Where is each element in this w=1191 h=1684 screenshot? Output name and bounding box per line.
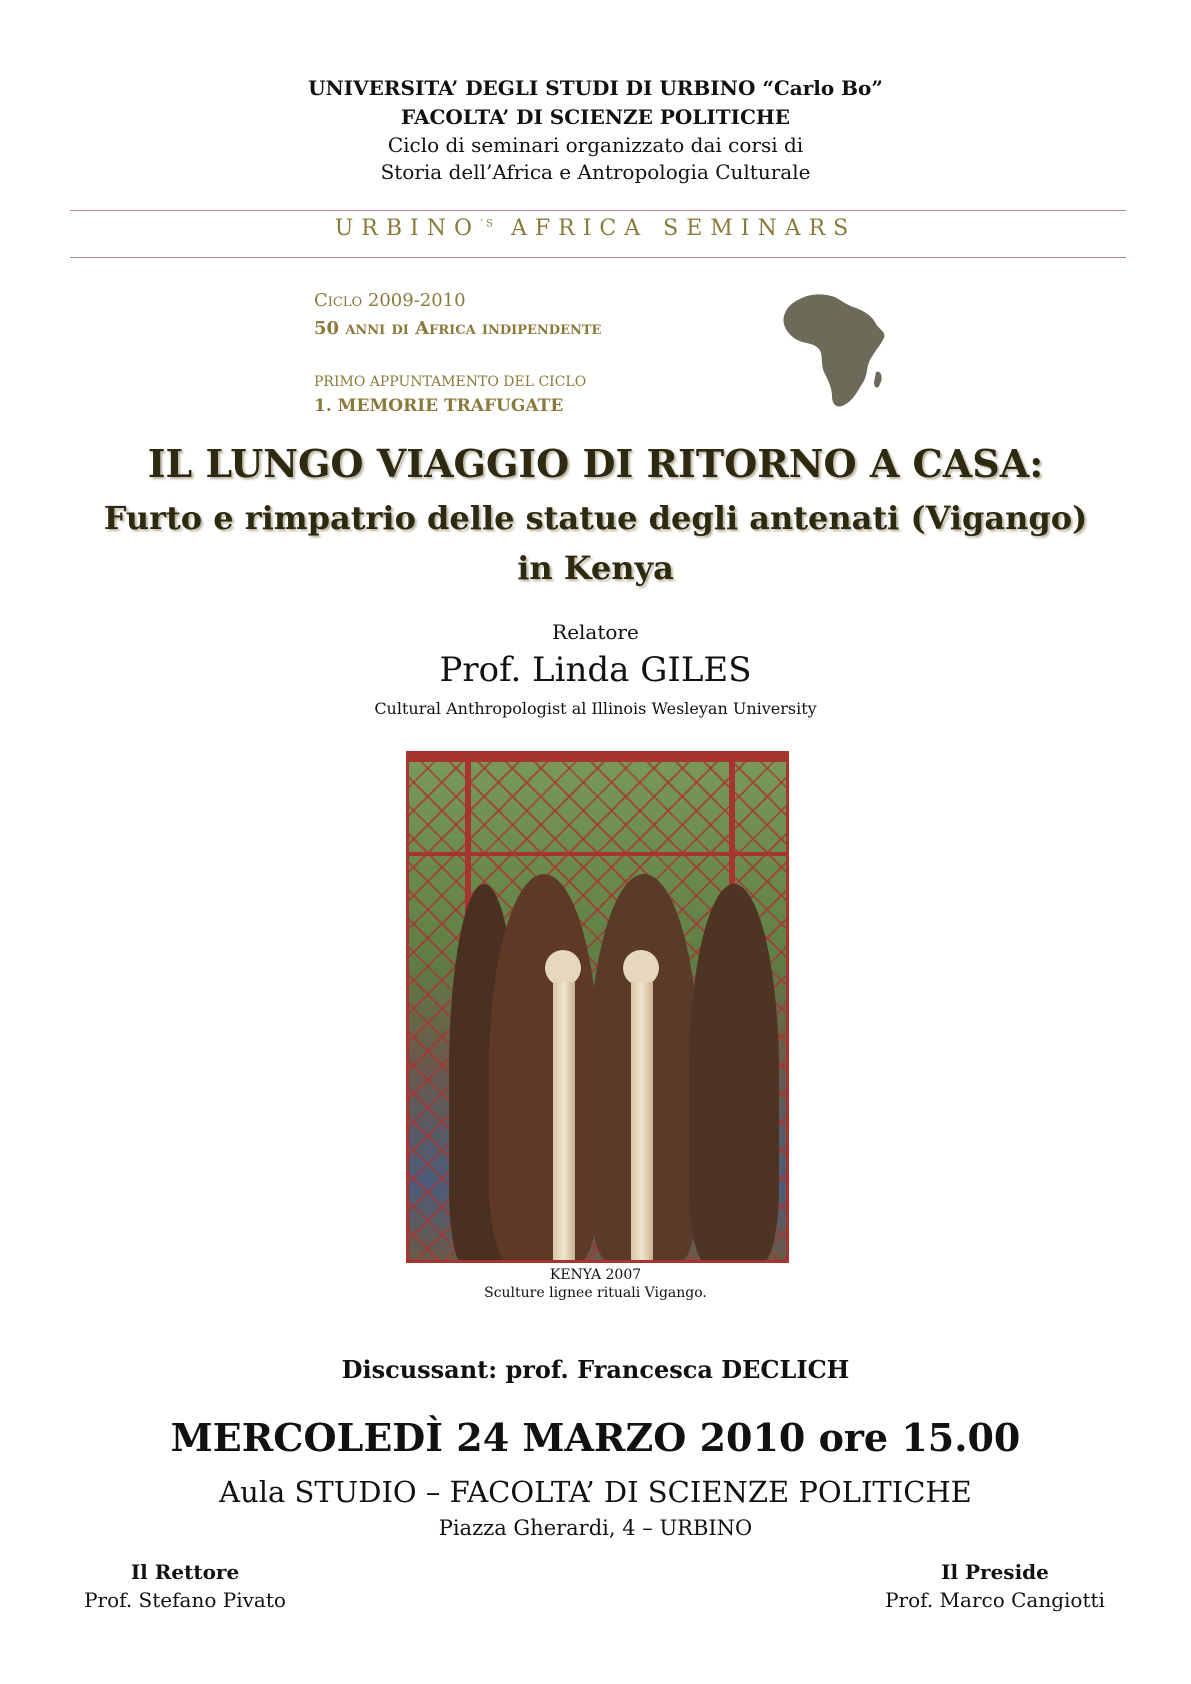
preside-name: Prof. Marco Cangiotti xyxy=(885,1588,1105,1612)
cycle-label: Ciclo 2009-2010 xyxy=(314,290,466,311)
university-name: UNIVERSITA’ DEGLI STUDI DI URBINO “Carlo Bo” xyxy=(308,76,883,100)
event-venue: Aula STUDIO – FACOLTA’ DI SCIENZE POLITICHE xyxy=(219,1475,972,1509)
vigango-photo xyxy=(406,751,789,1263)
cycle-theme: 50 anni di Africa indipendente xyxy=(314,318,602,339)
bottom-rule xyxy=(70,257,1126,258)
signature-preside xyxy=(880,1558,1110,1614)
header-line-3: Ciclo di seminari organizzato dai corsi di xyxy=(387,133,804,157)
cycle-appointment: PRIMO APPUNTAMENTO DEL CICLO xyxy=(314,374,587,390)
event-title-line1: IL LUNGO VIAGGIO DI RITORNO A CASA: xyxy=(147,441,1044,486)
cycle-session: 1. MEMORIE TRAFUGATE xyxy=(314,396,564,416)
photo-caption-line1: KENYA 2007 xyxy=(549,1267,642,1283)
photo-caption-line2: Sculture lignee rituali Vigango. xyxy=(484,1285,707,1301)
event-title-line3: in Kenya xyxy=(517,549,674,587)
discussant: Discussant: prof. Francesca DECLICH xyxy=(341,1355,850,1384)
signature-rettore xyxy=(70,1558,300,1614)
speaker-affiliation: Cultural Anthropologist al Illinois Wesleyan University xyxy=(374,699,817,718)
speaker-role: Relatore xyxy=(552,620,639,644)
africa-map-icon xyxy=(780,292,890,412)
series-title-part2: AFRICA SEMINARS xyxy=(511,216,857,241)
series-title-part1: URBINO xyxy=(334,216,480,241)
series-title xyxy=(0,216,1191,241)
event-title-line2: Furto e rimpatrio delle statue degli antenati (Vigango) xyxy=(103,499,1088,537)
rettore-role: Il Rettore xyxy=(130,1560,240,1584)
header-line-4: Storia dell’Africa e Antropologia Culturale xyxy=(380,160,811,184)
event-address: Piazza Gherardi, 4 – URBINO xyxy=(438,1516,753,1540)
series-title-possessive: ’S xyxy=(479,218,497,230)
preside-role: Il Preside xyxy=(941,1560,1049,1584)
top-rule xyxy=(70,210,1126,211)
speaker-name: Prof. Linda GILES xyxy=(439,650,752,690)
rettore-name: Prof. Stefano Pivato xyxy=(84,1588,286,1612)
faculty-name: FACOLTA’ DI SCIENZE POLITICHE xyxy=(400,105,791,129)
event-date: MERCOLEDÌ 24 MARZO 2010 ore 15.00 xyxy=(170,1415,1021,1460)
